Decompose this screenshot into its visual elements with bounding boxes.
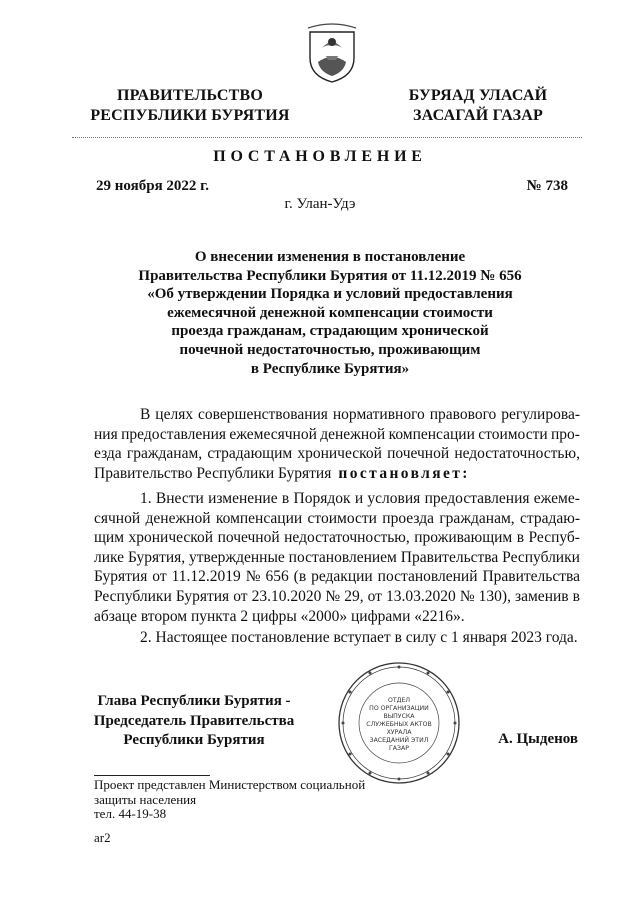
word: совершенствования <box>198 406 328 423</box>
header-right-line-2: ЗАСАГАЙ ГАЗАР <box>413 107 543 124</box>
paragraph-line <box>94 425 580 445</box>
word: в <box>281 490 290 507</box>
government-header-russian <box>80 86 300 126</box>
position-line: Председатель Правительства <box>93 712 295 729</box>
word: регулирова- <box>501 406 580 423</box>
document-type-title: ПОСТАНОВЛЕНИЕ <box>213 148 427 165</box>
header-right-line-1: БУРЯАД УЛАСАЙ <box>408 87 548 104</box>
paragraph-line <box>94 444 580 464</box>
word: почечной <box>387 445 450 463</box>
header-left-line-1: ПРАВИТЕЛЬСТВО <box>116 87 264 104</box>
word: почечной <box>217 529 280 547</box>
paragraph-line <box>94 405 580 425</box>
coat-of-arms-emblem <box>304 22 360 84</box>
word: В <box>140 406 151 423</box>
word: и <box>354 490 364 507</box>
word: щим <box>94 529 125 547</box>
subject-line: ежемесячной денежной компенсации стоимости <box>167 304 493 321</box>
word: денежной <box>320 425 386 443</box>
word: денежной <box>145 509 211 527</box>
stamp-line: ОТДЕЛ <box>387 697 411 704</box>
word: (в <box>293 568 307 586</box>
position-line: Республики Бурятия <box>123 732 265 749</box>
word: Внести <box>155 490 204 507</box>
word: в <box>572 587 580 605</box>
document-subject <box>120 248 540 378</box>
document-number: № 738 <box>526 178 568 194</box>
subject-line: «Об утверждении Порядка и условий предоставления <box>147 286 513 303</box>
stamp-line: ЗАСЕДАНИЙ ЭТИЛ <box>369 737 429 744</box>
word: Бурятия <box>94 568 148 586</box>
footnote-line: тел. 44-19-38 <box>94 806 167 822</box>
item-1-paragraph <box>94 489 580 626</box>
word: 13.03.2020 <box>386 587 456 605</box>
official-seal-stamp <box>336 660 462 786</box>
word: от <box>152 568 167 586</box>
word: проезда <box>382 509 434 527</box>
government-header-buryat <box>378 86 578 126</box>
word: Правительства <box>400 548 499 566</box>
word: 1. <box>140 490 152 507</box>
stamp-line: СЛУЖЕБНЫХ АКТОВ <box>366 721 432 728</box>
word: ежемесячной <box>229 425 317 443</box>
subject-line: почечной недостаточностью, проживающим <box>179 341 481 358</box>
word: сячной <box>94 509 141 527</box>
position-line: Глава Республики Бурятия - <box>97 693 291 709</box>
word: 29, <box>344 587 364 605</box>
stamp-line: ГАЗАР <box>389 745 409 752</box>
stamp-line: ПО ОРГАНИЗАЦИИ <box>369 705 429 712</box>
word: заменив <box>515 587 569 605</box>
signatory-name: А. Цыденов <box>498 731 578 747</box>
word: ния <box>94 425 118 443</box>
subject-line: в Республике Бурятия» <box>250 360 410 377</box>
paragraph-line <box>94 464 580 484</box>
word: утвержденные <box>189 548 285 566</box>
subject-line: проезда гражданам, страдающим хронической <box>171 323 489 340</box>
paragraph-line <box>94 587 580 607</box>
word: 130), <box>478 587 511 605</box>
stamp-line: ХУРАЛА <box>386 729 412 736</box>
word: № <box>325 587 341 605</box>
subject-line: Правительства Республики Бурятия от 11.12.2019 № 656 <box>138 267 522 284</box>
word: № <box>459 587 475 605</box>
footnote-line: защиты населения <box>94 791 197 807</box>
word: стоимости <box>478 425 548 443</box>
word: правового <box>429 406 497 423</box>
header-divider <box>72 137 582 138</box>
intro-paragraph <box>94 405 580 483</box>
paragraph-line <box>94 509 580 529</box>
word: 656 <box>265 568 289 586</box>
word: предоставления <box>121 425 227 443</box>
word: предоставления <box>424 490 530 507</box>
paragraph-line <box>94 528 580 548</box>
subject-line: О внесении изменения в постановление <box>194 249 466 265</box>
word: лике <box>94 548 125 566</box>
word: недостаточностью, <box>284 529 410 547</box>
item-2-paragraph <box>94 628 580 648</box>
word: Правительства <box>482 568 580 586</box>
word: страдающим <box>207 445 293 463</box>
word: нормативного <box>332 406 425 423</box>
word: Бурятия <box>175 587 230 605</box>
word: Респуб- <box>528 529 580 547</box>
word: езда <box>94 445 122 463</box>
document-city: г. Улан-Удэ <box>284 196 356 212</box>
word: Республики <box>502 548 580 566</box>
item-2-text: 2. Настоящее постановление вступает в силу с 1 января 2023 года. <box>140 629 578 646</box>
footnote-line: Проект представлен Министерством социальной <box>94 777 366 792</box>
word: компенсации <box>215 509 303 527</box>
word: недостаточностью, <box>454 445 580 463</box>
word: Порядок <box>293 490 351 507</box>
word: ежеме- <box>533 490 580 507</box>
word: гражданам, <box>126 445 203 463</box>
intro-last-text: Правительство Республики Бурятия <box>94 464 332 482</box>
word: гражданам, <box>439 509 515 527</box>
word: редакции <box>311 568 373 586</box>
word: в <box>516 529 525 547</box>
word: целях <box>155 406 194 423</box>
word: хронической <box>297 445 382 463</box>
paragraph-line <box>94 628 580 648</box>
signatory-position <box>84 692 304 751</box>
word: Бурятия, <box>127 548 186 566</box>
stamp-line: ВЫПУСКА <box>383 713 415 720</box>
word: компенсации <box>388 425 475 443</box>
footnote-divider <box>94 775 210 776</box>
word: 11.12.2019 <box>171 568 241 586</box>
word: постановлений <box>377 568 478 586</box>
word: постановлением <box>288 548 397 566</box>
word: 23.10.2020 <box>251 587 322 605</box>
word: стоимости <box>307 509 377 527</box>
paragraph-line <box>94 567 580 587</box>
word: № <box>245 568 261 586</box>
header-left-line-2: РЕСПУБЛИКИ БУРЯТИЯ <box>90 107 290 124</box>
item-1-last-text: абзаце втором пункта 2 цифры «2000» цифрами «2216». <box>94 607 465 625</box>
word: проживающим <box>414 529 513 547</box>
word: про- <box>551 425 580 443</box>
word: от <box>367 587 382 605</box>
word: Республики <box>94 587 172 605</box>
word: условия <box>367 490 421 507</box>
word: от <box>233 587 248 605</box>
paragraph-line <box>94 607 580 627</box>
document-date: 29 ноября 2022 г. <box>96 178 210 194</box>
footnote <box>94 778 384 822</box>
word: хронической <box>128 529 214 547</box>
word: изменение <box>208 490 278 507</box>
resolution-keyword: постановляет: <box>338 464 470 482</box>
word: страдаю- <box>520 509 580 527</box>
paragraph-line <box>94 489 580 509</box>
paragraph-line <box>94 548 580 568</box>
document-code: ar2 <box>94 830 111 845</box>
